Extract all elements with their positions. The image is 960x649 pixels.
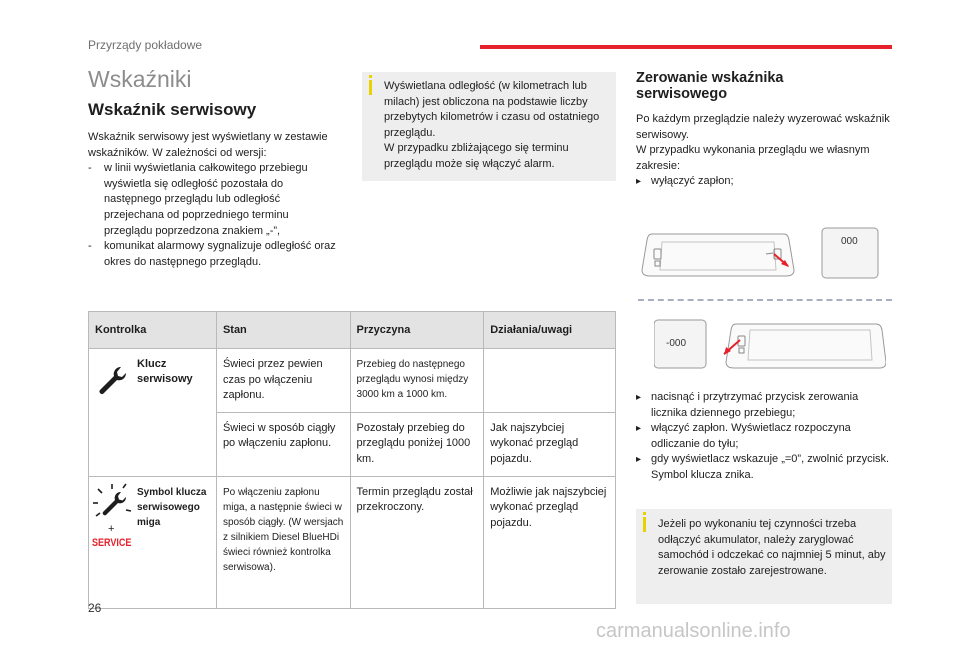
step-item: ▸ wyłączyć zapłon; [636,174,892,190]
list-item: - komunikat alarmowy sygnalizuje odległość oraz okres do następnego przeglądu. [88,239,338,270]
info-icon [369,80,372,95]
cluster-illustration-2 [654,318,886,374]
warning-light-cell [89,476,217,608]
warning-light-cell [89,349,217,477]
odometer-display: 000 [841,236,858,247]
page-title: Wskaźniki [88,66,192,92]
warning-light-name: Symbol klucza serwisowego miga [137,486,207,528]
step-item: ▸ gdy wyświetlacz wskazuje „=0”, zwolnić przycisk. Symbol klucza znika. [636,452,892,483]
table-header: Przyczyna [350,312,484,349]
countdown-display: -000 [666,338,687,349]
watermark: carmanualsonline.info [596,620,791,642]
table-cell: Po włączeniu zapłonu miga, a następnie świeci w sposób ciągły. (W wersjach z silnikiem Diesel BlueHDi świeci również kontrolka serwisowa). [216,476,350,608]
page-number: 26 [88,601,102,615]
reset-steps [636,390,892,484]
plus-sign: + [108,522,115,535]
info-box-bottom [636,509,892,604]
table-cell: Przebieg do następnego przeglądu wynosi między 3000 km a 1000 km. [350,349,484,413]
info-paragraph: W przypadku zbliżającego się terminu przeglądu może się włączyć alarm. [384,142,569,170]
header-accent-bar [480,45,892,49]
intro-paragraph: Wskaźnik serwisowy jest wyświetlany w zestawie wskaźników. W zależności od wersji: [88,131,328,159]
table-cell: Pozostały przebieg do przeglądu poniżej 1000 km. [350,412,484,476]
warning-light-name: Klucz serwisowy [137,358,193,385]
intro-text-block [88,130,338,270]
reset-section-title: Zerowanie wskaźnika serwisowego [636,70,784,102]
table-cell: Termin przeglądu został przekroczony. [350,476,484,608]
warning-lights-table [88,311,616,609]
reset-paragraph: Po każdym przeglądzie należy wyzerować wskaźnik serwisowy. [636,113,890,141]
table-row [89,349,616,413]
step-item: ▸ nacisnąć i przytrzymać przycisk zerowania licznika dziennego przebiegu; [636,390,892,421]
info-paragraph: Wyświetlana odległość (w kilometrach lub milach) jest obliczona na podstawie liczby przebytych kilometrów i czasu od ostatniego przeglądu. [384,80,600,139]
table-cell: Jak najszybciej wykonać przegląd pojazdu. [484,412,616,476]
table-cell [484,349,616,413]
table-header-row [89,312,616,349]
table-row [89,476,616,608]
table-header: Stan [216,312,350,349]
flashing-wrench-icon [92,483,132,523]
cluster-illustration-1 [638,224,894,284]
table-header: Działania/uwagi [484,312,616,349]
illustration-divider [638,299,892,301]
reset-instructions [636,112,892,190]
info-paragraph: Jeżeli po wykonaniu tej czynności trzeba odłączyć akumulator, należy zaryglować samochód i odczekać co najmniej 5 minut, aby zerowanie zostało zarejestrowane. [658,518,886,577]
table-cell: Świeci przez pewien czas po włączeniu zapłonu. [216,349,350,413]
table-cell: Możliwie jak najszybciej wykonać przegląd pojazdu. [484,476,616,608]
info-box-top [362,72,616,181]
section-header: Przyrządy pokładowe [88,38,203,52]
info-icon [643,517,646,532]
wrench-icon [95,363,129,397]
table-cell: Świeci w sposób ciągły po włączeniu zapłonu. [216,412,350,476]
table-header: Kontrolka [89,312,217,349]
section-title: Wskaźnik serwisowy [88,100,257,119]
list-item: - w linii wyświetlania całkowitego przebiegu wyświetla się odległość pozostała do następnego przeglądu lub odległość przejechana od poprzedniego terminu przeglądu poprzedzona znakiem „-”, [88,161,338,239]
step-item: ▸ włączyć zapłon. Wyświetlacz rozpoczyna odliczanie do tyłu; [636,421,892,452]
service-indicator: SERVICE [92,536,132,549]
reset-paragraph: W przypadku wykonania przeglądu we własnym zakresie: [636,144,870,172]
